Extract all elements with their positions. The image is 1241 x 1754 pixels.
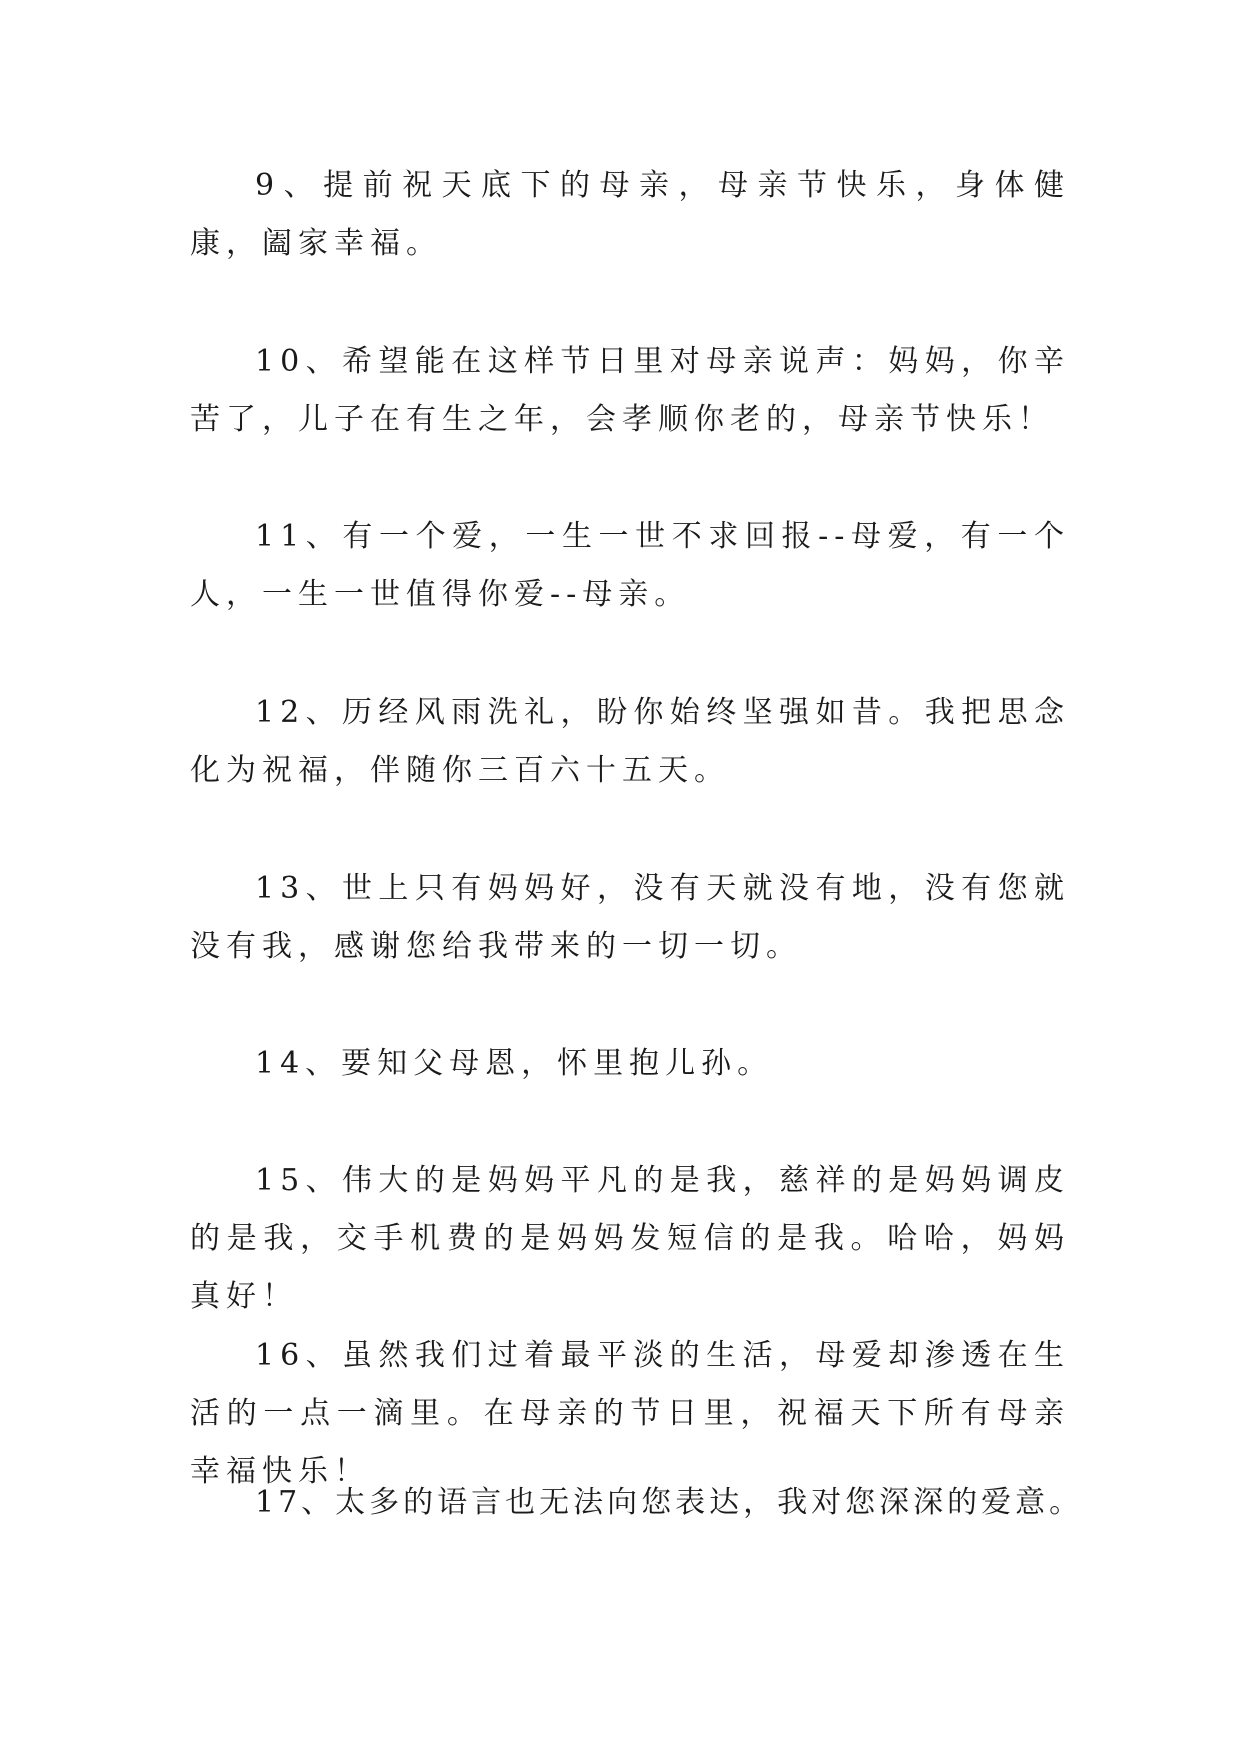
paragraph-13: 13、世上只有妈妈好，没有天就没有地，没有您就没有我，感谢您给我带来的一切一切。 <box>190 871 1070 964</box>
paragraph-14: 14、要知父母恩，怀里抱儿孙。 <box>255 1046 774 1081</box>
paragraph-11: 11、有一个爱，一生一世不求回报--母爱，有一个人，一生一世值得你爱--母亲。 <box>190 519 1070 612</box>
paragraph-12: 12、历经风雨洗礼，盼你始终坚强如昔。我把思念化为祝福，伴随你三百六十五天。 <box>190 695 1070 788</box>
paragraph-15: 15、伟大的是妈妈平凡的是我，慈祥的是妈妈调皮的是我，交手机费的是妈妈发短信的是我。哈哈，妈妈真好！ <box>190 1163 1070 1314</box>
paragraph-9: 9、提前祝天底下的母亲，母亲节快乐，身体健康，阖家幸福。 <box>190 168 1070 261</box>
paragraph-16: 16、虽然我们过着最平淡的生活，母爱却渗透在生活的一点一滴里。在母亲的节日里，祝福天下所有母亲幸福快乐！ <box>190 1338 1070 1489</box>
paragraph-10: 10、希望能在这样节日里对母亲说声：妈妈，你辛苦了，儿子在有生之年，会孝顺你老的，母亲节快乐！ <box>190 344 1070 437</box>
paragraph-17: 17、太多的语言也无法向您表达，我对您深深的爱意。 <box>255 1485 1084 1520</box>
